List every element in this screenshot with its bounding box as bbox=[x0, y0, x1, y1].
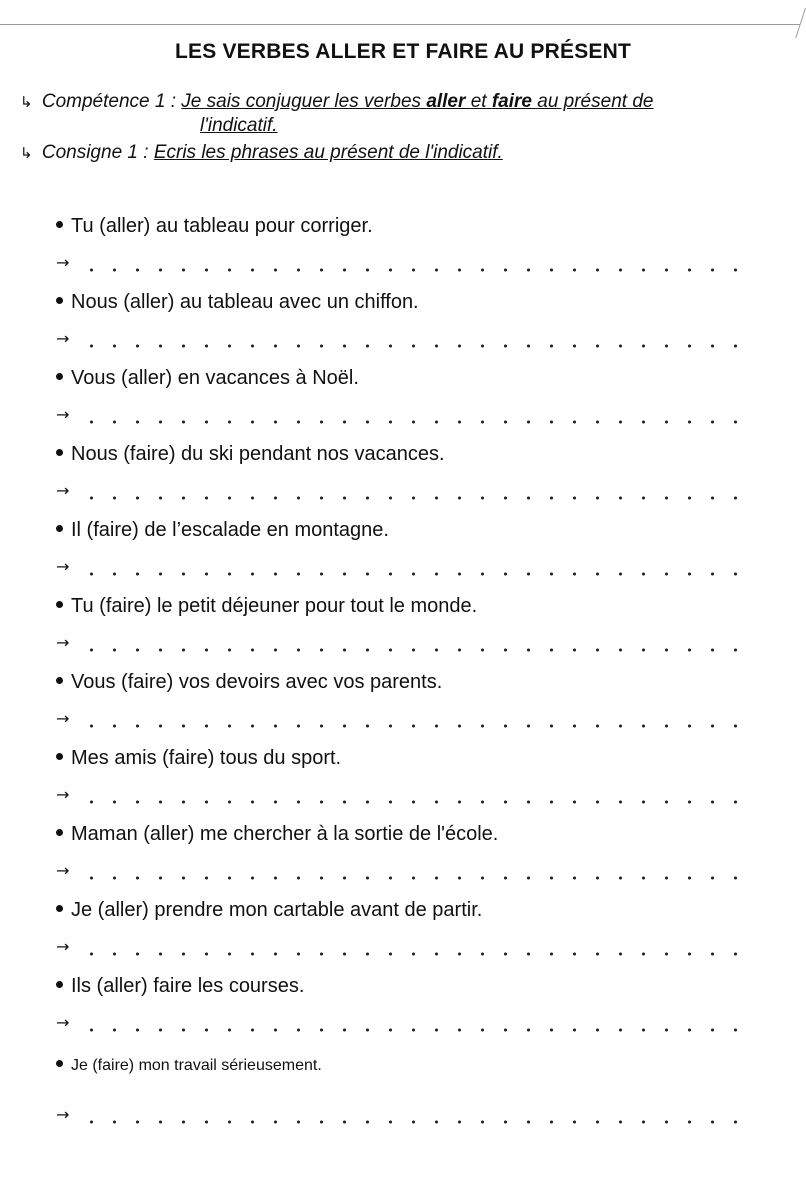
bullet-icon bbox=[56, 677, 63, 684]
right-arrow-icon: → bbox=[56, 405, 70, 424]
exercise-sentence bbox=[56, 746, 341, 770]
exercise-sentence bbox=[56, 670, 442, 694]
exercise-item bbox=[0, 898, 806, 974]
answer-line[interactable] bbox=[56, 634, 756, 656]
exercise-sentence-text: Je (faire) mon travail sérieusement. bbox=[71, 1057, 322, 1074]
dotted-answer-line bbox=[80, 876, 756, 880]
exercise-sentence bbox=[56, 366, 359, 390]
exercise-sentence bbox=[56, 974, 304, 998]
right-arrow-icon: → bbox=[56, 633, 70, 652]
dotted-answer-line bbox=[80, 724, 756, 728]
answer-line[interactable] bbox=[56, 786, 756, 808]
exercise-sentence-text: Maman (aller) me chercher à la sortie de l'école. bbox=[71, 823, 499, 845]
worksheet-title: LES VERBES ALLER ET FAIRE AU PRÉSENT bbox=[174, 40, 632, 63]
dotted-answer-line bbox=[80, 268, 756, 272]
dotted-answer-line bbox=[80, 344, 756, 348]
right-arrow-icon: → bbox=[56, 481, 70, 500]
exercise-item bbox=[0, 670, 806, 746]
right-arrow-icon: → bbox=[56, 937, 70, 956]
exercise-sentence bbox=[56, 518, 389, 542]
exercise-sentence-text: Vous (aller) en vacances à Noël. bbox=[71, 367, 359, 389]
answer-line[interactable] bbox=[56, 406, 756, 428]
dotted-answer-line bbox=[80, 496, 756, 500]
page-top-edge bbox=[0, 24, 800, 25]
exercise-sentence-text: Vous (faire) vos devoirs avec vos parents. bbox=[71, 671, 443, 693]
exercise-sentence bbox=[56, 1054, 322, 1078]
dotted-answer-line bbox=[80, 420, 756, 424]
answer-line[interactable] bbox=[56, 938, 756, 960]
answer-line[interactable] bbox=[56, 482, 756, 504]
bullet-icon bbox=[56, 449, 63, 456]
exercise-list bbox=[0, 214, 806, 1126]
consigne-text: Ecris les phrases au présent de l'indicatif. bbox=[153, 142, 503, 163]
exercise-sentence bbox=[56, 594, 477, 618]
consigne-label: Consigne 1 : bbox=[41, 142, 149, 163]
exercise-item bbox=[0, 366, 806, 442]
exercise-sentence bbox=[56, 898, 482, 922]
dotted-answer-line bbox=[80, 572, 756, 576]
dotted-answer-line bbox=[80, 800, 756, 804]
right-arrow-icon: → bbox=[56, 329, 70, 348]
bullet-icon bbox=[56, 1060, 63, 1067]
consigne-line bbox=[20, 142, 503, 165]
bullet-icon bbox=[56, 601, 63, 608]
dotted-answer-line bbox=[80, 1120, 756, 1124]
exercise-sentence-text: Il (faire) de l’escalade en montagne. bbox=[71, 519, 389, 541]
bullet-icon bbox=[56, 297, 63, 304]
exercise-sentence-text: Mes amis (faire) tous du sport. bbox=[71, 747, 342, 769]
exercise-sentence bbox=[56, 822, 498, 846]
dotted-answer-line bbox=[80, 1028, 756, 1032]
right-arrow-icon: → bbox=[56, 1013, 70, 1032]
hook-arrow-icon: ↳ bbox=[20, 145, 33, 162]
exercise-sentence-text: Nous (faire) du ski pendant nos vacances. bbox=[71, 443, 445, 465]
answer-line[interactable] bbox=[56, 558, 756, 580]
right-arrow-icon: → bbox=[56, 785, 70, 804]
exercise-item bbox=[0, 1050, 806, 1126]
exercise-item bbox=[0, 518, 806, 594]
bullet-icon bbox=[56, 905, 63, 912]
answer-line[interactable] bbox=[56, 1014, 756, 1036]
dotted-answer-line bbox=[80, 952, 756, 956]
exercise-sentence-text: Ils (aller) faire les courses. bbox=[71, 975, 305, 997]
bullet-icon bbox=[56, 221, 63, 228]
right-arrow-icon: → bbox=[56, 253, 70, 272]
answer-line[interactable] bbox=[56, 330, 756, 352]
exercise-sentence-text: Tu (aller) au tableau pour corriger. bbox=[71, 215, 373, 237]
hook-arrow-icon: ↳ bbox=[20, 94, 33, 111]
bullet-icon bbox=[56, 981, 63, 988]
exercise-item bbox=[0, 442, 806, 518]
right-arrow-icon: → bbox=[56, 557, 70, 576]
exercise-sentence bbox=[56, 214, 373, 238]
bullet-icon bbox=[56, 829, 63, 836]
exercise-item bbox=[0, 214, 806, 290]
exercise-sentence bbox=[56, 442, 445, 466]
verb-aller: aller bbox=[426, 91, 466, 112]
exercise-item bbox=[0, 822, 806, 898]
answer-line[interactable] bbox=[56, 862, 756, 884]
exercise-item bbox=[0, 746, 806, 822]
answer-line[interactable] bbox=[56, 710, 756, 732]
bullet-icon bbox=[56, 525, 63, 532]
right-arrow-icon: → bbox=[56, 861, 70, 880]
exercise-sentence bbox=[56, 290, 419, 314]
answer-line[interactable] bbox=[56, 254, 756, 276]
exercise-item bbox=[0, 290, 806, 366]
bullet-icon bbox=[56, 373, 63, 380]
dotted-answer-line bbox=[80, 648, 756, 652]
right-arrow-icon: → bbox=[56, 709, 70, 728]
exercise-item bbox=[0, 974, 806, 1050]
competence-line bbox=[20, 91, 653, 114]
exercise-sentence-text: Tu (faire) le petit déjeuner pour tout le monde. bbox=[71, 595, 478, 617]
page-corner-edge bbox=[781, 8, 806, 38]
competence-label: Compétence 1 : bbox=[41, 91, 176, 112]
competence-text: Je sais conjuguer les verbes aller et faire au présent de bbox=[181, 91, 654, 112]
exercise-sentence-text: Nous (aller) au tableau avec un chiffon. bbox=[71, 291, 419, 313]
exercise-sentence-text: Je (aller) prendre mon cartable avant de partir. bbox=[71, 899, 483, 921]
competence-text-continued: l'indicatif. bbox=[200, 115, 278, 136]
answer-line[interactable] bbox=[56, 1106, 756, 1128]
exercise-item bbox=[0, 594, 806, 670]
verb-faire: faire bbox=[491, 91, 532, 112]
right-arrow-icon: → bbox=[56, 1105, 70, 1124]
bullet-icon bbox=[56, 753, 63, 760]
